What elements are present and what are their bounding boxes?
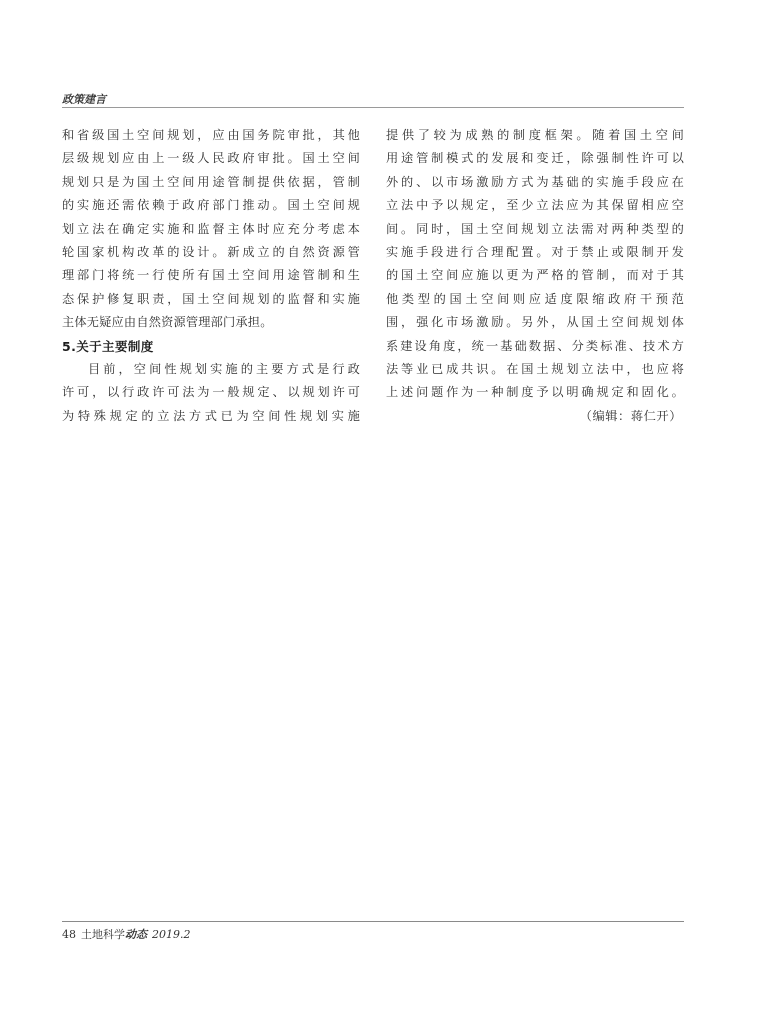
text-line: 系建设角度，统一基础数据、分类标准、技术方 xyxy=(386,338,684,353)
text-line: 实施手段进行合理配置。对于禁止或限制开发 xyxy=(386,244,684,259)
section-heading: 5.关于主要制度 xyxy=(62,338,154,354)
editor-note: （编辑：蒋仁开） xyxy=(579,408,682,423)
text-line: 的国土空间应施以更为严格的管制，而对于其 xyxy=(386,268,684,283)
text-line: 上述问题作为一种制度予以明确规定和固化。 xyxy=(386,385,684,400)
text-line: 轮国家机构改革的设计。新成立的自然资源管 xyxy=(62,244,360,259)
page-header xyxy=(62,93,684,109)
issue-number: 2019.2 xyxy=(152,928,191,941)
text-line: 为特殊规定的立法方式已为空间性规划实施 xyxy=(62,408,360,423)
text-line: 许可，以行政许可法为一般规定、以规划许可 xyxy=(62,385,360,400)
left-column xyxy=(62,124,360,428)
text-line: 主体无疑应由自然资源管理部门承担。 xyxy=(62,315,273,330)
journal-name: 土地科学 xyxy=(81,928,125,941)
page-footer xyxy=(62,928,196,942)
text-line: 规划只是为国土空间用途管制提供依据，管制 xyxy=(62,174,360,189)
page-number: 48 xyxy=(62,928,76,941)
text-line: 层级规划应由上一级人民政府审批。国土空间 xyxy=(62,151,360,166)
text-line: 划立法在确定实施和监督主体时应充分考虑本 xyxy=(62,221,360,236)
text-line: 理部门将统一行使所有国土空间用途管制和生 xyxy=(62,268,360,283)
text-line: 立法中予以规定，至少立法应为其保留相应空 xyxy=(386,198,684,213)
text-line: 和省级国土空间规划，应由国务院审批，其他 xyxy=(62,128,360,142)
text-line: 围，强化市场激励。另外，从国土空间规划体 xyxy=(386,315,684,330)
header-rule xyxy=(62,107,684,108)
text-line: 间。同时，国土空间规划立法需对两种类型的 xyxy=(386,221,684,236)
section-label: 政策建言 xyxy=(62,93,106,106)
text-line: 提供了较为成熟的制度框架。随着国土空间 xyxy=(386,128,684,142)
text-line: 用途管制模式的发展和变迁，除强制性许可以 xyxy=(386,151,684,166)
text-line: 态保护修复职责，国土空间规划的监督和实施 xyxy=(62,291,360,306)
text-line: 外的、以市场激励方式为基础的实施手段应在 xyxy=(386,174,684,189)
footer-rule xyxy=(62,921,684,922)
right-column xyxy=(386,124,684,428)
text-line: 法等业已成共识。在国土规划立法中，也应将 xyxy=(386,361,684,376)
text-line: 的实施还需依赖于政府部门推动。国土空间规 xyxy=(62,198,360,213)
text-line: 他类型的国土空间则应适度限缩政府干预范 xyxy=(386,291,684,306)
text-line: 目前，空间性规划实施的主要方式是行政 xyxy=(88,361,360,376)
journal-name-dyn: 动态 xyxy=(125,928,147,941)
